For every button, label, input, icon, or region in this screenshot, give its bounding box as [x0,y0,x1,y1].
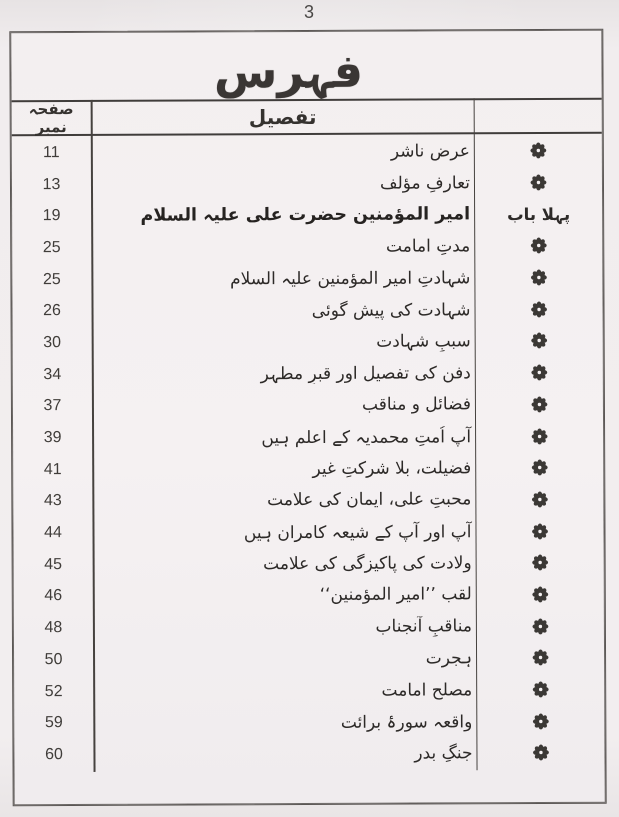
toc-page-number: 46 [44,587,63,605]
flower-icon [532,554,549,571]
toc-entry-title: واقعہ سورۂ برائت [340,712,473,733]
toc-marker-cell [477,649,604,667]
toc-row [12,261,602,295]
toc-marker-cell [476,427,603,445]
toc-marker-cell [476,459,603,477]
page-title: فہرس [213,43,364,99]
toc-entry-title: تعارفِ مؤلف [379,172,471,194]
toc-page-number: 25 [42,238,61,257]
flower-icon [532,744,549,761]
flower-icon [530,301,547,318]
toc-page-number: 52 [44,682,63,700]
toc-content [11,31,604,805]
toc-marker-cell [477,617,604,635]
toc-page-number: 59 [44,714,63,732]
toc-row [13,357,603,391]
toc-row [12,166,602,200]
toc-row [14,547,604,581]
toc-marker-cell [476,522,603,540]
toc-row [14,673,604,707]
toc-entry-title: مصلحِ امامت [381,679,473,701]
toc-row [13,325,603,359]
toc-row [13,452,603,486]
toc-marker-cell [476,364,603,382]
toc-entry-title: شہادتِ امیر المؤمنین علیہ السلام [230,268,471,290]
flower-icon [532,618,549,635]
toc-row [12,293,602,327]
toc-entry-title: آپ اُمتِ محمدیہ کے اعلم ہیں [261,426,472,448]
toc-entry-title: دفن کی تفصیل اور قبرِ مطہر [260,363,471,385]
toc-entry-title: سببِ شہادت [376,331,471,353]
toc-page-number: 44 [44,524,62,542]
toc-row [14,642,604,676]
toc-page-number: 43 [43,492,62,510]
toc-entry-title: شہادت کی پیش گوئی [311,300,471,321]
page-number: 3 [303,2,315,22]
toc-marker-cell [475,142,602,160]
toc-row [14,578,604,612]
table-header-row [12,98,602,137]
toc-entry-title: لقب ’’امیر المؤمنین‘‘ [319,584,472,606]
header-marker-col [475,116,602,117]
flower-icon [530,237,547,254]
inner-border [10,30,605,806]
toc-entry-title: آپ اور آپ کے شیعہ کامران ہیں [243,521,472,543]
toc-entry-title: جنگِ بدر [414,743,473,764]
flower-icon [532,713,549,730]
toc-entry-title: ہجرت [425,648,473,669]
toc-row [14,610,604,644]
toc-entry-title: مناقبِ آنجناب [375,616,472,637]
toc-page-number: 26 [43,302,61,320]
flower-icon [531,523,548,540]
toc-page-number: 48 [44,619,63,637]
toc-rows [12,135,605,771]
toc-entry-title: محبتِ علی، ایمان کی علامت [267,489,472,511]
flower-icon [532,649,549,666]
toc-row [13,388,603,422]
toc-entry-title: عرضِ ناشر [390,141,470,162]
toc-row [14,737,604,771]
flower-icon [531,364,548,381]
page-frame [9,29,606,807]
toc-page-number: 39 [43,429,62,447]
toc-row [13,420,603,454]
toc-marker-cell [475,269,602,287]
toc-marker-cell [477,744,604,762]
flower-icon [532,586,549,603]
toc-marker-cell [476,396,603,414]
toc-page-number: 41 [43,460,62,478]
header-detail-col: تفصیل [248,104,317,130]
flower-icon [530,142,547,159]
flower-icon [531,459,548,476]
toc-marker-cell [475,300,602,318]
flower-icon [530,174,547,191]
flower-icon [532,681,549,698]
toc-page-number: 45 [44,555,63,573]
toc-entry-title: فضیلت، بلا شرکتِ غیر [312,458,472,479]
flower-icon [530,269,547,286]
toc-row [13,483,603,517]
toc-page-number: 13 [42,175,61,193]
toc-row [14,705,604,739]
toc-row [12,230,602,264]
toc-entry-title: ولادت کی پاکیزگی کی علامت [263,553,472,574]
toc-marker-cell [477,554,604,572]
toc-marker-cell [475,174,602,192]
toc-page-number: 25 [42,270,61,288]
toc-page-number: 50 [44,650,63,668]
toc-page-number: 37 [43,397,62,415]
toc-marker-cell [477,681,604,699]
toc-marker-cell [477,586,604,604]
toc-page-number: 19 [42,207,61,225]
toc-page-number: 11 [42,143,60,161]
toc-entry-title: امیر المؤمنین حضرت علی علیہ السلام [140,204,471,226]
toc-marker-cell [476,491,603,509]
toc-page-number: 60 [45,745,63,764]
flower-icon [531,396,548,413]
toc-entry-title: فضائل و مناقب [361,394,471,416]
header-page-number-col: صفحہ نمبر [28,100,74,137]
toc-row [12,198,602,232]
chapter-label: پہلا باب [507,204,571,224]
toc-entry-title: مدتِ امامت [385,236,471,257]
toc-page-number: 30 [43,334,62,352]
toc-marker-cell [476,332,603,350]
toc-marker-cell [477,712,604,730]
flower-icon [531,427,548,444]
toc-page-number: 34 [43,365,62,383]
toc-marker-cell [475,237,602,255]
toc-row [13,515,603,549]
flower-icon [531,491,548,508]
flower-icon [531,332,548,349]
toc-marker-cell [475,204,602,224]
toc-row [12,135,602,169]
